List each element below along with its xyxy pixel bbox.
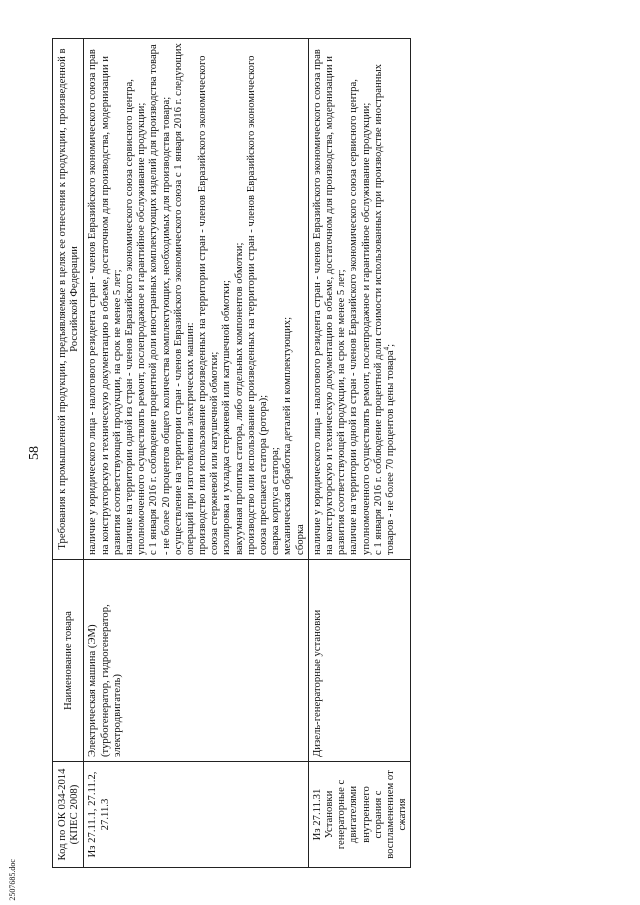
requirement-line: наличие на территории одной из стран - членов Евразийского экономического союза сервисного центра, уполномоченного осуществлять ремонт, послепродажное и гарантийное обслуживание продукции; <box>347 79 372 555</box>
requirement-text: с 1 января 2016 г. соблюдение процентной доли стоимости использованных при производстве иностранных товаров - не более 70 процентов цены товара <box>371 64 396 555</box>
document-footer-code: 2507685.doc <box>8 859 17 901</box>
header-code: Код по ОК 034-2014 (КПЕС 2008) <box>53 762 84 868</box>
table-header-row <box>53 39 84 868</box>
requirement-line: наличие на территории одной из стран - членов Евразийского экономического союза сервисного центра, уполномоченного осуществлять ремонт, послепродажное и гарантийное обслуживание продукции; <box>122 79 148 555</box>
requirement-line: изолировка и укладка стержневой или катушечной обмотки; <box>220 280 233 555</box>
row-product-name: Дизель-генераторные установки <box>308 560 411 762</box>
row-requirements <box>84 39 308 560</box>
requirement-line: с 1 января 2016 г. соблюдение процентной доли иностранных комплектующих изделий для производства товара - не более 20 процентов общего количества комплектующих, необходимых для производства товара; <box>147 44 172 555</box>
requirement-line: вакуумная пропитка статора, либо отдельных компонентов обмотки; <box>232 242 245 555</box>
requirements-table <box>52 38 411 868</box>
header-name: Наименование товара <box>53 560 84 762</box>
table-row <box>308 39 411 868</box>
header-requirements: Требования к промышленной продукции, предъявляемые в целях ее отнесения к продукции, произведенной в Российской Федерации <box>53 39 84 560</box>
requirement-line: производство или использование произведенных на территории стран - членов Евразийского экономического союза стержневой или катушечной обмотки; <box>196 55 221 555</box>
requirement-line <box>372 43 396 555</box>
table-row <box>84 39 308 868</box>
page-number: 58 <box>27 446 42 460</box>
row-requirements <box>308 39 411 560</box>
footnote-mark: 4 <box>382 346 391 351</box>
row-code: Из 27.11.1, 27.11.2, 27.11.3 <box>84 762 308 868</box>
requirement-tail: ; <box>383 343 396 347</box>
requirement-line: сварка корпуса статора; <box>269 447 282 555</box>
requirement-line: сборка <box>293 524 306 555</box>
requirement-line: механическая обработка деталей и комплектующих; <box>281 316 294 555</box>
requirement-line: производство или использование произведенных на территории стран - членов Евразийского экономического союза преспакета статора (ротора); <box>244 55 269 555</box>
requirement-line: осуществление на территории стран - членов Евразийского экономического союза с 1 января 2016 г. следующих операций при изготовлении электрических машин: <box>171 43 196 555</box>
rotated-page <box>26 38 586 868</box>
row-product-name: Электрическая машина (ЭМ) (турбогенератор, гидрогенератор, электродвигатель) <box>84 560 308 762</box>
requirement-line: наличие у юридического лица - налогового резидента стран - членов Евразийского экономического союза прав на конструкторскую и техническую документацию в объеме, достаточном для производства, модернизации и развития соответствующей продукции, на срок не менее 5 лет; <box>310 49 348 555</box>
requirement-line: наличие у юридического лица - налогового резидента стран - членов Евразийского экономического союза прав на конструкторскую и техническую документацию в объеме, достаточном для производства, модернизации и развития соответствующей продукции, на срок не менее 5 лет; <box>86 49 123 555</box>
row-code: Из 27.11.31 Установки генераторные с двигателями внутреннего сгорания с воспламенением от сжатия <box>308 762 411 868</box>
